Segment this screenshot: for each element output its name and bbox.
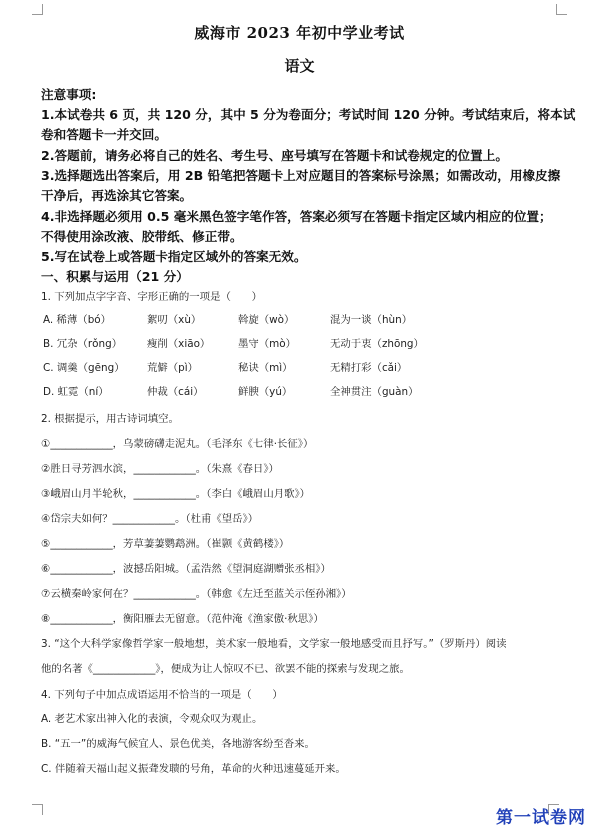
q2-blank-item: ⑥____________，波撼岳阳城。（孟浩然《望洞庭湖赠张丞相》） <box>41 563 331 575</box>
q1-option-b: B. 冗杂（rǒng） <box>43 338 123 350</box>
question-1-stem: 1. 下列加点字字音、字形正确的一项是（ ） <box>41 291 263 303</box>
notice-line: 3.选择题选出答案后，用 2B 铅笔把答题卡上对应题目的答案标号涂黑；如需改动，用橡皮擦 <box>41 168 561 183</box>
section-heading: 一、积累与运用（21 分） <box>41 269 189 284</box>
crop-mark-top-right <box>556 4 567 15</box>
q2-blank-item: ⑤____________，芳草萋萋鹦鹉洲。（崔颢《黄鹤楼》） <box>41 538 290 550</box>
exam-title: 威海市 2023 年初中学业考试 <box>194 24 405 42</box>
notice-line: 1.本试卷共 6 页，共 120 分，其中 5 分为卷面分；考试时间 120 分钟。考试结束后，将本试 <box>41 107 576 122</box>
q2-blank-item: ⑧____________，衡阳雁去无留意。（范仲淹《渔家傲·秋思》） <box>41 613 324 625</box>
notice-heading: 注意事项: <box>41 87 97 102</box>
q1-option-a: A. 稀薄（bó） <box>43 314 112 326</box>
q4-option-a: A. 老艺术家出神入化的表演，令观众叹为观止。 <box>41 713 263 725</box>
subject-title: 语文 <box>284 57 315 75</box>
notice-line: 4.非选择题必须用 0.5 毫米黑色签字笔作答，答案必须写在答题卡指定区域内相应的位置； <box>41 209 552 224</box>
q1-option-c-word: 荒僻（pì） <box>147 362 199 374</box>
q2-blank-item: ①____________，乌蒙磅礴走泥丸。（毛泽东《七律·长征》） <box>41 438 314 450</box>
q1-option-c-word: 秘诀（mì） <box>238 362 293 374</box>
crop-mark-bottom-left <box>32 804 43 815</box>
q1-option-b-word: 瘦削（xiāo） <box>147 338 211 350</box>
question-3-text: 3. “这个大科学家像哲学家一般地想，美术家一般地看，文学家一般地感受而且抒写。”（罗斯丹）阅读 <box>41 638 507 650</box>
q4-option-c: C. 伴随着天福山起义振聋发聩的号角，革命的火种迅速蔓延开来。 <box>41 763 346 775</box>
q1-option-c-word: 无精打彩（cǎi） <box>330 362 408 374</box>
notice-line: 干净后，再选涂其它答案。 <box>41 188 193 203</box>
notice-line: 5.写在试卷上或答题卡指定区域外的答案无效。 <box>41 249 307 264</box>
notice-line: 2.答题前，请务必将自己的姓名、考生号、座号填写在答题卡和试卷规定的位置上。 <box>41 148 508 163</box>
q1-option-c: C. 调羹（gēng） <box>43 362 125 374</box>
notice-line: 不得使用涂改液、胶带纸、修正带。 <box>41 229 243 244</box>
q1-option-d-word: 全神贯注（guàn） <box>330 386 419 398</box>
q1-option-a-word: 斡旋（wò） <box>238 314 295 326</box>
q1-option-d: D. 虹霓（ní） <box>43 386 109 398</box>
notice-line: 卷和答题卡一并交回。 <box>41 127 167 142</box>
q2-blank-item: ②胜日寻芳泗水滨，____________。（朱熹《春日》） <box>41 463 279 475</box>
q1-option-b-word: 墨守（mò） <box>238 338 297 350</box>
question-2-stem: 2. 根据提示，用古诗词填空。 <box>41 413 179 425</box>
crop-mark-top-left <box>32 4 43 15</box>
q1-option-b-word: 无动于衷（zhōng） <box>330 338 424 350</box>
watermark-logo: 第一试卷网 <box>496 808 586 828</box>
q2-blank-item: ④岱宗夫如何？____________。（杜甫《望岳》） <box>41 513 259 525</box>
q1-option-d-word: 鲜腴（yú） <box>238 386 293 398</box>
q4-option-b: B. “五一”的威海气候宜人、景色优美，各地游客纷至沓来。 <box>41 738 315 750</box>
q1-option-a-word: 混为一谈（hùn） <box>330 314 413 326</box>
q1-option-d-word: 仲裁（cái） <box>147 386 204 398</box>
question-4-stem: 4. 下列句子中加点成语运用不恰当的一项是（ ） <box>41 689 283 701</box>
q1-option-a-word: 絮叨（xù） <box>147 314 202 326</box>
q2-blank-item: ③峨眉山月半轮秋，____________。（李白《峨眉山月歌》） <box>41 488 311 500</box>
q2-blank-item: ⑦云横秦岭家何在？____________。（韩愈《左迁至蓝关示侄孙湘》） <box>41 588 352 600</box>
question-3-text-cont: 他的名著《____________》，便成为让人惊叹不已、欲罢不能的探索与发现之旅。 <box>41 663 410 675</box>
